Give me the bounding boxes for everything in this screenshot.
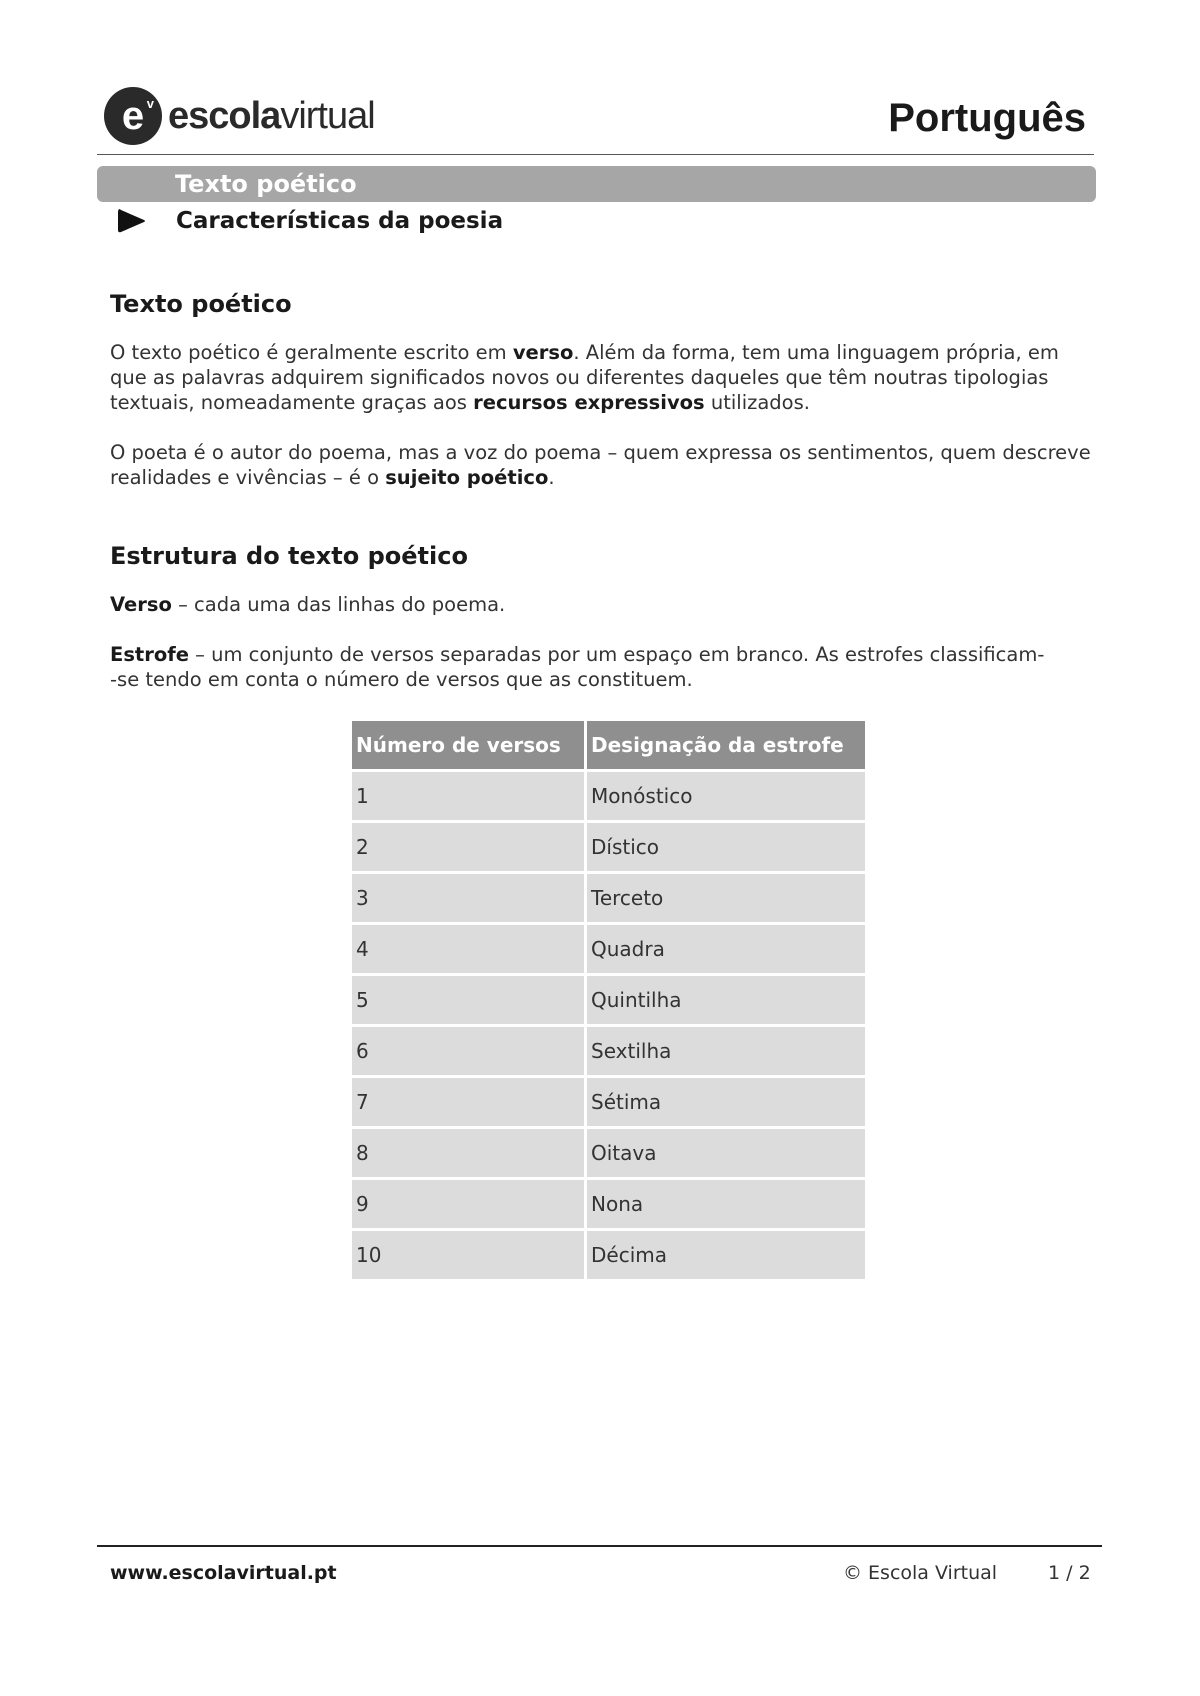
table-cell-designation: Monóstico (587, 772, 865, 820)
table-row (352, 1231, 865, 1279)
section-heading-texto-poetico: Texto poético (110, 290, 292, 318)
table-cell-designation: Sétima (587, 1078, 865, 1126)
table-row (352, 823, 865, 871)
table-cell-designation: Quintilha (587, 976, 865, 1024)
table-header-numero: Número de versos (352, 721, 584, 769)
table-cell-designation: Dístico (587, 823, 865, 871)
logo-mark (104, 87, 162, 145)
table-cell-designation: Sextilha (587, 1027, 865, 1075)
table-cell-number: 6 (352, 1027, 584, 1075)
table-header-designacao: Designação da estrofe (587, 721, 865, 769)
table-cell-number: 9 (352, 1180, 584, 1228)
table-row (352, 925, 865, 973)
text-run: – um conjunto de versos separadas por um espaço em branco. As estrofes classificam- (188, 643, 1045, 666)
bold-term: sujeito poético (385, 466, 549, 489)
text-run: -se tendo em conta o número de versos que as constituem. (110, 668, 693, 691)
text-run: . (548, 466, 555, 489)
table-row (352, 1180, 865, 1228)
topic-title: Texto poético (175, 170, 357, 198)
paragraph-estrofe (110, 642, 1100, 692)
table-row (352, 874, 865, 922)
logo-word-light: virtual (280, 94, 375, 137)
paragraph-texto-poetico-2 (110, 440, 1100, 490)
table-cell-number: 3 (352, 874, 584, 922)
estrofes-table (349, 718, 868, 1282)
bold-term: Estrofe (110, 643, 189, 666)
table-cell-number: 5 (352, 976, 584, 1024)
logo-word-bold: escola (168, 94, 281, 137)
footer-page-number: 1 / 2 (1048, 1562, 1091, 1584)
topic-bar (97, 166, 1096, 202)
header-divider (97, 154, 1094, 155)
table-cell-designation: Quadra (587, 925, 865, 973)
escola-virtual-logo (104, 86, 375, 146)
table-cell-designation: Terceto (587, 874, 865, 922)
subtopic-title: Características da poesia (176, 208, 504, 234)
table-cell-number: 7 (352, 1078, 584, 1126)
text-run: utilizados. (704, 391, 810, 414)
logo-wordmark (168, 95, 375, 138)
table-cell-number: 10 (352, 1231, 584, 1279)
bold-term: verso (512, 341, 574, 364)
table-cell-designation: Nona (587, 1180, 865, 1228)
table-cell-number: 8 (352, 1129, 584, 1177)
footer-url: www.escolavirtual.pt (110, 1562, 337, 1584)
arrow-bullet-icon (114, 206, 148, 236)
logo-mark-letter: e (121, 93, 145, 138)
table-row (352, 1078, 865, 1126)
table-row (352, 1129, 865, 1177)
table-cell-designation: Oitava (587, 1129, 865, 1177)
logo-mark-sup: v (146, 96, 154, 111)
table-cell-number: 4 (352, 925, 584, 973)
text-run: O texto poético é geralmente escrito em (110, 341, 513, 364)
subtopic (114, 204, 503, 238)
section-heading-estrutura: Estrutura do texto poético (110, 542, 468, 570)
table-row (352, 1027, 865, 1075)
table-cell-designation: Décima (587, 1231, 865, 1279)
table-header-row (352, 721, 865, 769)
bold-term: recursos expressivos (473, 391, 705, 414)
paragraph-texto-poetico-1 (110, 340, 1100, 415)
table-row (352, 772, 865, 820)
subject-title: Português (888, 96, 1086, 140)
table-cell-number: 1 (352, 772, 584, 820)
bold-term: Verso (110, 593, 172, 616)
table-cell-number: 2 (352, 823, 584, 871)
text-run: – cada uma das linhas do poema. (171, 593, 506, 616)
footer-divider (97, 1545, 1102, 1547)
text-run: . Além da forma, tem uma linguagem própria, em que as palavras adquirem significados novos ou diferentes daqueles que têm noutras tipologias textuais, nomeadamente graças aos (110, 341, 1059, 414)
paragraph-verso (110, 592, 1100, 617)
table-row (352, 976, 865, 1024)
footer-copyright: © Escola Virtual (843, 1562, 998, 1584)
text-run: O poeta é o autor do poema, mas a voz do poema – quem expressa os sentimentos, quem descreve realidades e vivências – é o (110, 441, 1091, 489)
